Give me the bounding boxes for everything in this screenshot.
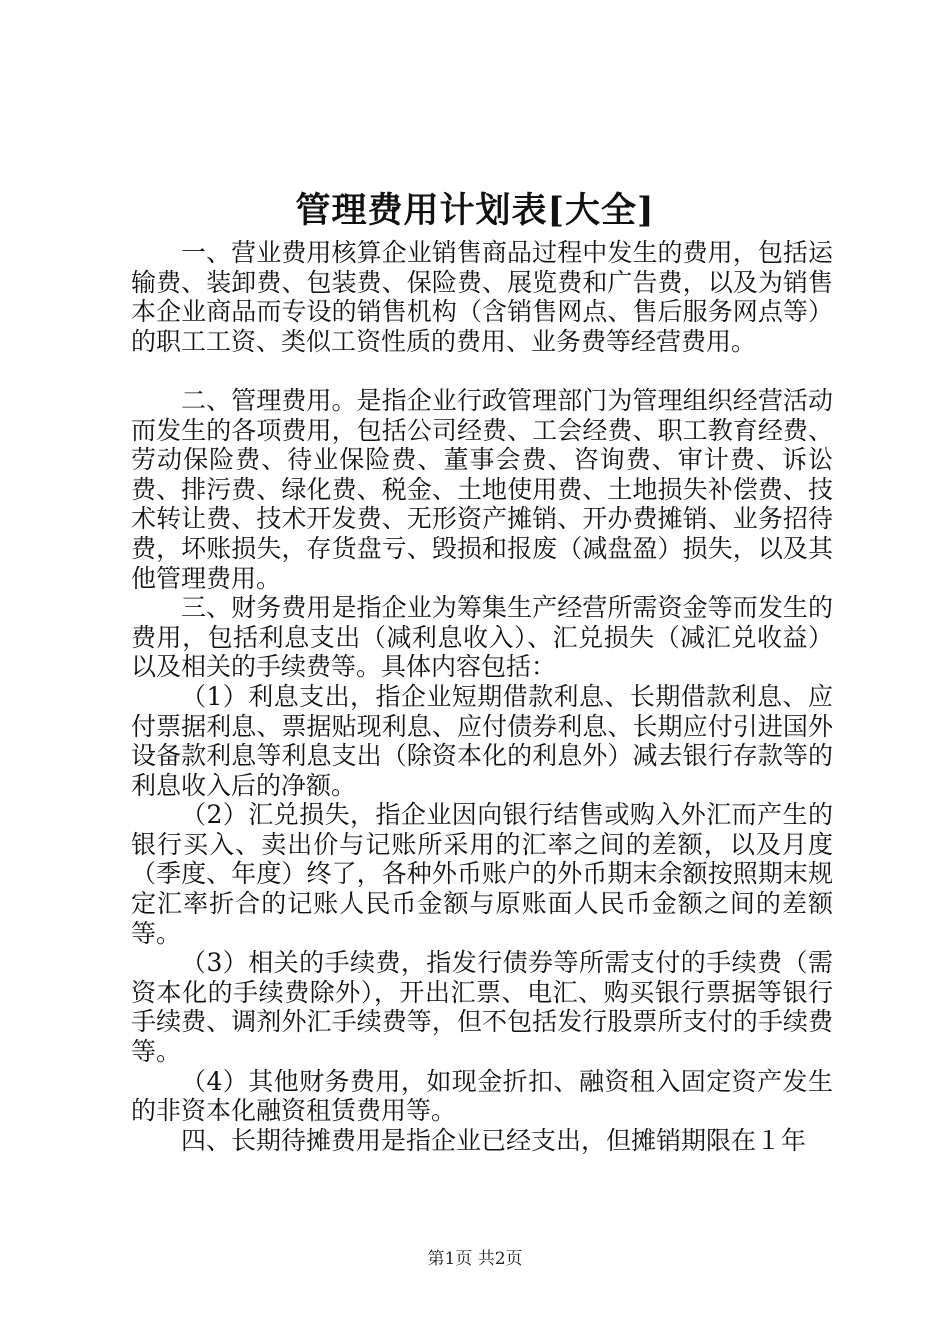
paragraph-management-expenses: 二、管理费用。是指企业行政管理部门为管理组织经营活动而发生的各项费用，包括公司经费、工会经费、职工教育经费、劳动保险费、待业保险费、董事会费、咨询费、审计费、诉讼费、排污费、绿化费、税金、土地使用费、土地损失补偿费、技术转让费、技术开发费、无形资产摊销、开办费摊销、业务招待费，坏账损失，存货盘亏、毁损和报废（减盘盈）损失，以及其他管理费用。	[131, 385, 833, 593]
page-number-footer: 第1页 共2页	[427, 1249, 523, 1269]
paragraph-exchange-loss: （2）汇兑损失，指企业因向银行结售或购入外汇而产生的银行买入、卖出价与记账所采用的汇率之间的差额，以及月度（季度、年度）终了，各种外币账户的外币期末余额按照期末规定汇率折合的记账人民币金额与原账面人民币金额之间的差额等。	[131, 800, 833, 948]
document-title: 管理费用计划表[大全]	[295, 190, 655, 231]
paragraph-handling-fees: （3）相关的手续费，指发行债券等所需支付的手续费（需资本化的手续费除外），开出汇票、电汇、购买银行票据等银行手续费、调剂外汇手续费等，但不包括发行股票所支付的手续费等。	[131, 948, 833, 1067]
paragraph-financial-expenses: 三、财务费用是指企业为筹集生产经营所需资金等而发生的费用，包括利息支出（减利息收入）、汇兑损失（减汇兑收益）以及相关的手续费等。具体内容包括：	[131, 593, 833, 682]
paragraph-operating-expenses: 一、营业费用核算企业销售商品过程中发生的费用，包括运输费、装卸费、包装费、保险费、展览费和广告费，以及为销售本企业商品而专设的销售机构（含销售网点、售后服务网点等）的职工工资、类似工资性质的费用、业务费等经营费用。	[131, 238, 833, 356]
paragraph-long-term-deferred: 四、长期待摊费用是指企业已经支出，但摊销期限在１年	[181, 1125, 807, 1155]
document-body	[131, 238, 833, 1155]
paragraph-interest-expense: （1）利息支出，指企业短期借款利息、长期借款利息、应付票据利息、票据贴现利息、应付债券利息、长期应付引进国外设备款利息等利息支出（除资本化的利息外）减去银行存款等的利息收入后的净额。	[131, 681, 833, 800]
paragraph-other-financial-expenses: （4）其他财务费用，如现金折扣、融资租入固定资产发生的非资本化融资租赁费用等。	[131, 1066, 833, 1126]
